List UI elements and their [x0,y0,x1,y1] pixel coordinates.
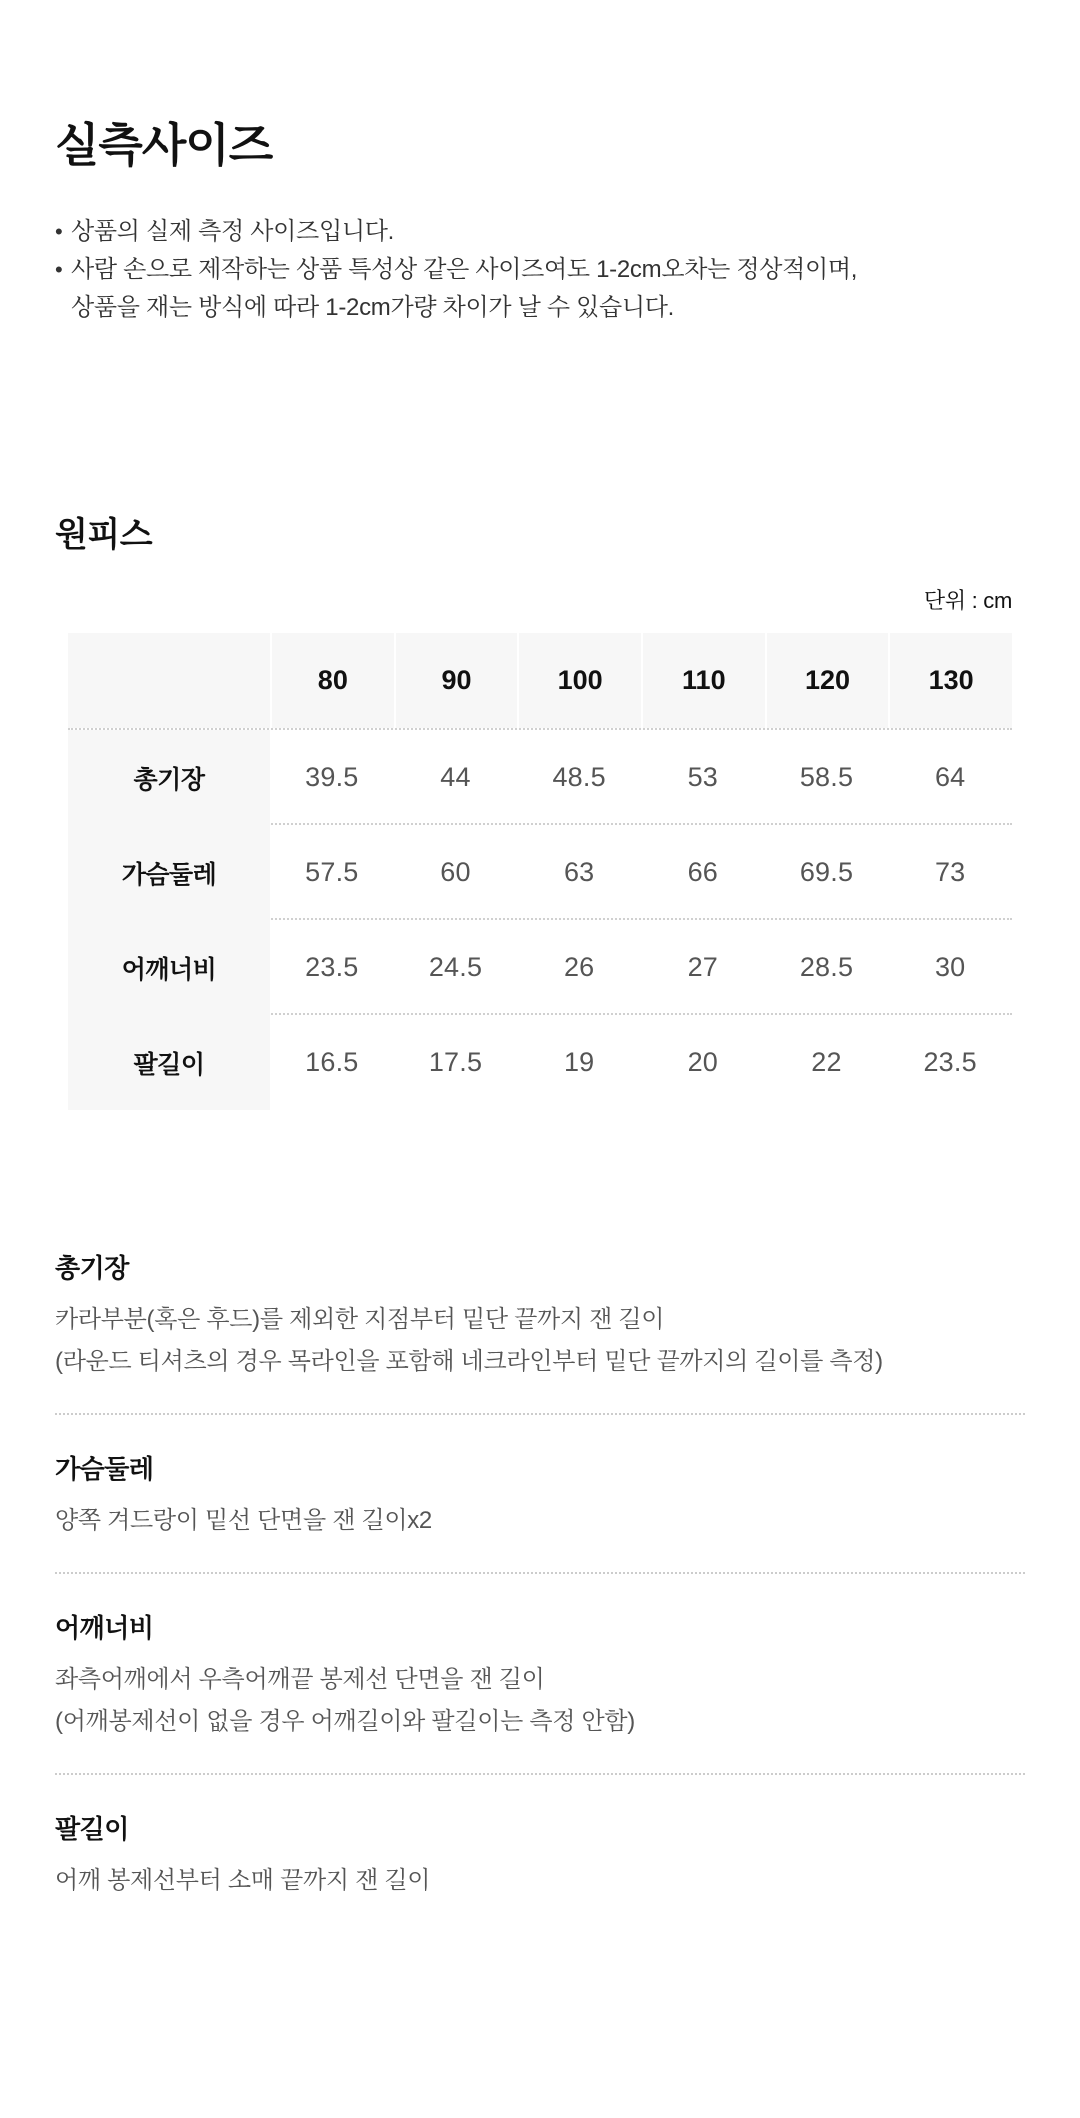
value-cell [270,730,394,825]
definition-term: 총기장 [55,1253,129,1284]
measurement-value: 28.5 [799,952,854,983]
measurement-definitions [55,1248,1025,1902]
definition-line: (어깨봉제선이 없을 경우 어깨길이와 팔길이는 측정 안함) [55,1708,635,1736]
section-divider [55,1572,1025,1574]
measurement-value: 66 [687,857,719,888]
value-cell [888,1015,1012,1110]
note-item [55,251,1025,327]
header-cell-size [888,633,1012,728]
measurement-value: 26 [563,952,595,983]
value-cell [641,1015,765,1110]
note-text [71,251,1025,327]
row-label-cell [68,825,270,920]
definition-line: 카라부분(혹은 후드)를 제외한 지점부터 밑단 끝까지 잰 길이 [55,1306,665,1334]
measurement-value: 63 [563,857,595,888]
measurement-value: 30 [934,952,966,983]
table-row-shoulder [68,918,1012,1013]
value-cell [394,920,518,1015]
measurement-value: 60 [440,857,471,888]
section-title-dress: 원피스 [55,516,153,555]
value-cell [765,825,889,920]
value-cell [641,825,765,920]
measurement-value: 17.5 [428,1047,483,1078]
header-cell-size [517,633,641,728]
section-divider [55,1413,1025,1415]
header-cell-size [765,633,889,728]
bullet-icon: • [55,257,63,283]
definition-line: 양쪽 겨드랑이 밑선 단면을 잰 길이x2 [55,1507,432,1535]
size-column-label: 80 [317,665,348,696]
row-label: 어깨너비 [121,955,217,984]
value-cell [270,920,394,1015]
measurement-value: 53 [687,762,719,793]
measurement-value: 58.5 [799,762,854,793]
measurement-value: 39.5 [305,762,359,793]
row-label: 가슴둘레 [121,860,217,889]
measurement-value: 69.5 [799,857,854,888]
table-row-total-length [68,728,1012,823]
value-cell [641,920,765,1015]
definition-term: 팔길이 [55,1814,129,1845]
measurement-value: 73 [934,857,966,888]
size-column-label: 120 [804,665,851,696]
measurement-value: 57.5 [305,857,359,888]
measurement-value: 64 [934,762,966,793]
note-item [55,213,1025,251]
size-table [68,633,1012,1108]
definition-total-length [55,1248,1025,1383]
size-column-label: 90 [441,665,472,696]
value-cell [394,730,518,825]
measurement-value: 23.5 [305,952,359,983]
value-cell [888,730,1012,825]
size-column-label: 110 [682,665,726,696]
value-cell [394,825,518,920]
value-cell [517,1015,641,1110]
measurement-value: 48.5 [552,762,606,793]
measurement-value: 20 [687,1047,719,1078]
row-label-cell [68,730,270,825]
definition-line: 어깨 봉제선부터 소매 끝까지 잰 길이 [55,1867,431,1895]
definition-line: 좌측어깨에서 우측어깨끝 봉제선 단면을 잰 길이 [55,1666,545,1694]
value-cell [888,920,1012,1015]
note-line: 사람 손으로 제작하는 상품 특성상 같은 사이즈여도 1-2cm오차는 정상적이며, [71,256,858,284]
value-cell [765,920,889,1015]
definition-term: 어깨너비 [55,1613,154,1644]
value-cell [641,730,765,825]
measurement-value: 24.5 [428,952,483,983]
definition-term: 가슴둘레 [55,1454,154,1485]
value-cell [517,825,641,920]
measurement-value: 23.5 [923,1047,977,1078]
definition-line: (라운드 티셔츠의 경우 목라인을 포함해 네크라인부터 밑단 끝까지의 길이를 측정) [55,1348,883,1376]
header-cell-size [270,633,394,728]
measurement-value: 22 [811,1047,842,1078]
row-label-cell [68,920,270,1015]
value-cell [888,825,1012,920]
note-text [71,213,1025,251]
value-cell [517,730,641,825]
value-cell [394,1015,518,1110]
measurement-value: 27 [687,952,719,983]
row-label: 팔길이 [133,1050,205,1079]
table-row-chest [68,823,1012,918]
size-column-label: 100 [557,665,603,696]
definition-sleeve [55,1809,1025,1902]
measurement-value: 44 [440,762,471,793]
measurement-value: 19 [563,1047,595,1078]
section-divider [55,1773,1025,1775]
bullet-icon: • [55,219,63,245]
definition-chest [55,1449,1025,1542]
unit-label: 단위 : cm [923,588,1012,614]
note-line: 상품을 재는 방식에 따라 1-2cm가량 차이가 날 수 있습니다. [71,294,675,322]
header-cell-empty [68,633,270,728]
row-label: 총기장 [133,765,205,794]
table-row-sleeve [68,1013,1012,1108]
notes-list [55,213,1025,327]
value-cell [765,1015,889,1110]
measurement-value: 16.5 [305,1047,359,1078]
size-info-page [0,118,1080,1902]
definition-shoulder [55,1608,1025,1743]
header-cell-size [641,633,765,728]
value-cell [517,920,641,1015]
unit-row [55,584,1025,615]
header-cell-size [394,633,518,728]
row-label-cell [68,1015,270,1110]
value-cell [270,825,394,920]
note-line: 상품의 실제 측정 사이즈입니다. [71,218,394,246]
value-cell [270,1015,394,1110]
page-title: 실측사이즈 [55,119,273,171]
size-table-header-row [68,633,1012,728]
value-cell [765,730,889,825]
size-column-label: 130 [928,665,974,696]
